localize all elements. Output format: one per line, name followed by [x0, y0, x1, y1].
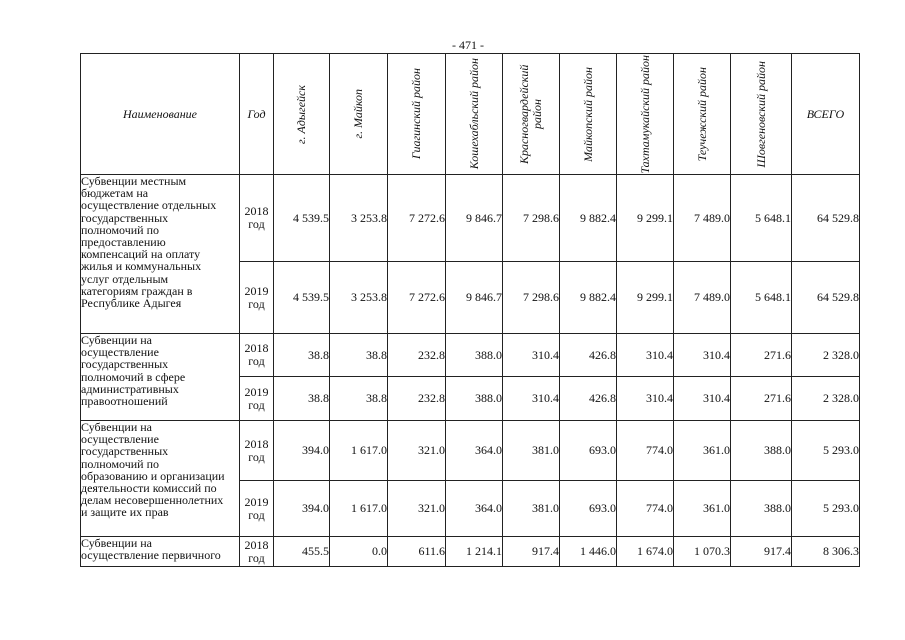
description-line: осуществление отдельных	[81, 198, 217, 213]
header-district: Красногвардейский район	[503, 54, 560, 175]
value-cell: 917.4	[731, 537, 792, 567]
value-cell: 394.0	[274, 421, 330, 481]
value-cell: 4 539.5	[274, 175, 330, 262]
value-cell: 1 674.0	[617, 537, 674, 567]
value-cell: 9 846.7	[446, 262, 503, 334]
header-name: Наименование	[81, 54, 240, 175]
value-cell: 310.4	[503, 377, 560, 421]
value-cell: 38.8	[330, 377, 388, 421]
header-district: Шовгеновский район	[731, 54, 792, 175]
description-line: образованию и организации	[81, 468, 225, 483]
year-cell: 2019 год	[240, 262, 274, 334]
value-cell: 232.8	[388, 377, 446, 421]
value-cell: 9 299.1	[617, 175, 674, 262]
value-cell: 364.0	[446, 481, 503, 537]
description-line: жилья и коммунальных	[81, 259, 202, 274]
value-cell: 364.0	[446, 421, 503, 481]
budget-table	[80, 53, 860, 567]
value-cell: 917.4	[503, 537, 560, 567]
value-cell: 394.0	[274, 481, 330, 537]
value-cell: 381.0	[503, 481, 560, 537]
total-cell: 64 529.8	[792, 175, 860, 262]
total-cell: 64 529.8	[792, 262, 860, 334]
description-line: бюджетам на	[81, 186, 149, 201]
value-cell: 388.0	[446, 334, 503, 377]
description-line: осуществление	[81, 345, 159, 360]
description-line: Субвенции на	[81, 536, 153, 550]
value-cell: 455.5	[274, 537, 330, 567]
value-cell: 7 272.6	[388, 262, 446, 334]
description-line: государственных	[81, 444, 169, 459]
description-line: осуществление первичного	[81, 548, 221, 563]
value-cell: 3 253.8	[330, 175, 388, 262]
value-cell: 5 648.1	[731, 175, 792, 262]
value-cell: 232.8	[388, 334, 446, 377]
row-description	[81, 334, 240, 421]
description-line: Субвенции на	[81, 420, 153, 434]
header-district: Кошехабльский район	[446, 54, 503, 175]
description-line: государственных	[81, 357, 169, 372]
page-number: - 471 -	[452, 38, 484, 52]
description-line: Республике Адыгея	[81, 296, 182, 311]
value-cell: 1 070.3	[674, 537, 731, 567]
value-cell: 271.6	[731, 377, 792, 421]
year-cell: 2019 год	[240, 481, 274, 537]
value-cell: 7 298.6	[503, 175, 560, 262]
value-cell: 388.0	[731, 421, 792, 481]
value-cell: 271.6	[731, 334, 792, 377]
header-year: Год	[240, 54, 274, 175]
header-total: ВСЕГО	[792, 54, 860, 175]
value-cell: 7 489.0	[674, 175, 731, 262]
description-line: правоотношений	[81, 394, 168, 409]
value-cell: 9 882.4	[560, 262, 617, 334]
value-cell: 38.8	[274, 377, 330, 421]
value-cell: 1 617.0	[330, 421, 388, 481]
description-line: делам несовершеннолетних	[81, 493, 224, 508]
value-cell: 426.8	[560, 334, 617, 377]
description-line: полномочий по	[81, 222, 160, 237]
row-description	[81, 537, 240, 567]
value-cell: 3 253.8	[330, 262, 388, 334]
value-cell: 361.0	[674, 481, 731, 537]
year-cell: 2019 год	[240, 377, 274, 421]
value-cell: 321.0	[388, 421, 446, 481]
header-district: Майкопский район	[560, 54, 617, 175]
value-cell: 611.6	[388, 537, 446, 567]
value-cell: 7 489.0	[674, 262, 731, 334]
total-cell: 5 293.0	[792, 421, 860, 481]
value-cell: 426.8	[560, 377, 617, 421]
value-cell: 1 446.0	[560, 537, 617, 567]
value-cell: 388.0	[446, 377, 503, 421]
description-line: деятельности комиссий по	[81, 481, 217, 496]
header-district: г. Майкоп	[330, 54, 388, 175]
description-line: полномочий в сфере	[81, 369, 186, 384]
year-cell: 2018 год	[240, 537, 274, 567]
header-district: Теучежский район	[674, 54, 731, 175]
total-cell: 2 328.0	[792, 377, 860, 421]
value-cell: 9 882.4	[560, 175, 617, 262]
value-cell: 0.0	[330, 537, 388, 567]
table-row	[81, 334, 860, 377]
total-cell: 8 306.3	[792, 537, 860, 567]
value-cell: 774.0	[617, 481, 674, 537]
year-cell: 2018 год	[240, 334, 274, 377]
value-cell: 693.0	[560, 421, 617, 481]
value-cell: 7 272.6	[388, 175, 446, 262]
description-line: Субвенции на	[81, 333, 153, 347]
header-row	[81, 54, 860, 175]
value-cell: 5 648.1	[731, 262, 792, 334]
description-line: компенсаций на оплату	[81, 247, 201, 262]
value-cell: 388.0	[731, 481, 792, 537]
row-description	[81, 421, 240, 537]
value-cell: 774.0	[617, 421, 674, 481]
value-cell: 9 846.7	[446, 175, 503, 262]
header-district: Гиагинский район	[388, 54, 446, 175]
value-cell: 310.4	[617, 377, 674, 421]
value-cell: 9 299.1	[617, 262, 674, 334]
value-cell: 310.4	[617, 334, 674, 377]
description-line: Субвенции местным	[81, 174, 187, 188]
value-cell: 38.8	[274, 334, 330, 377]
total-cell: 2 328.0	[792, 334, 860, 377]
year-cell: 2018 год	[240, 421, 274, 481]
table-row	[81, 421, 860, 481]
description-line: административных	[81, 381, 179, 396]
description-line: услуг отдельным	[81, 271, 169, 286]
value-cell: 361.0	[674, 421, 731, 481]
value-cell: 1 617.0	[330, 481, 388, 537]
table-row	[81, 537, 860, 567]
value-cell: 1 214.1	[446, 537, 503, 567]
value-cell: 38.8	[330, 334, 388, 377]
description-line: полномочий по	[81, 456, 160, 471]
value-cell: 693.0	[560, 481, 617, 537]
description-line: государственных	[81, 210, 169, 225]
value-cell: 7 298.6	[503, 262, 560, 334]
description-line: и защите их прав	[81, 505, 169, 520]
header-district: Тахтамукайский район	[617, 54, 674, 175]
value-cell: 310.4	[674, 334, 731, 377]
description-line: осуществление	[81, 432, 159, 447]
total-cell: 5 293.0	[792, 481, 860, 537]
value-cell: 321.0	[388, 481, 446, 537]
value-cell: 4 539.5	[274, 262, 330, 334]
row-description	[81, 175, 240, 334]
value-cell: 310.4	[503, 334, 560, 377]
table-row	[81, 175, 860, 262]
year-cell: 2018 год	[240, 175, 274, 262]
description-line: категориям граждан в	[81, 283, 193, 298]
description-line: предоставлению	[81, 235, 166, 250]
header-district: г. Адыгейск	[274, 54, 330, 175]
value-cell: 381.0	[503, 421, 560, 481]
value-cell: 310.4	[674, 377, 731, 421]
